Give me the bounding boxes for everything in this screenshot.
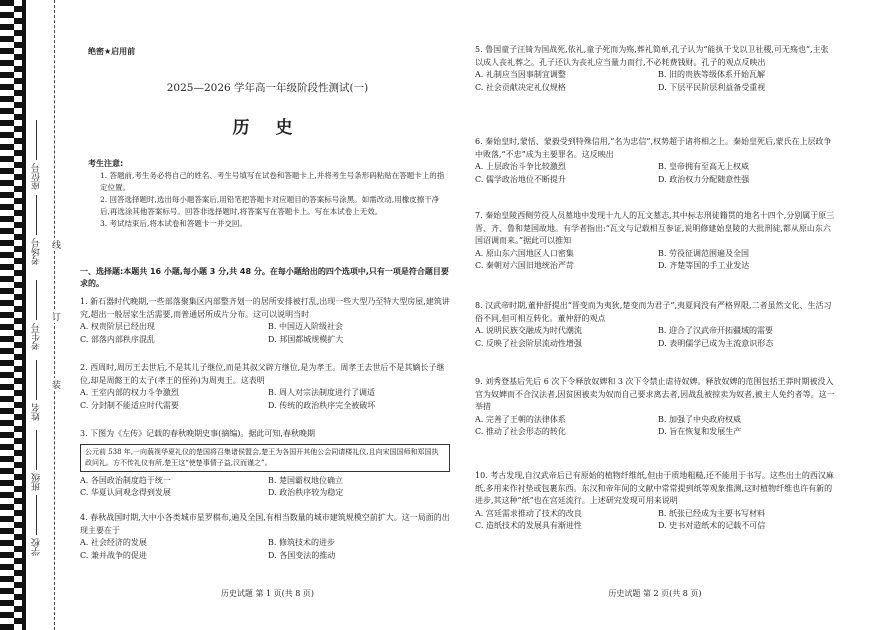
option-list xyxy=(80,387,450,412)
option: D. 齐楚等国的手工业发达 xyxy=(658,261,750,270)
option: B. 加强了中央政府权威 xyxy=(658,414,741,424)
option: A. 王室内部的权力斗争激烈 xyxy=(80,388,179,397)
school-field: 学校 xyxy=(30,495,43,556)
class-field: 班级 xyxy=(30,430,43,491)
question-stem: 3. 下图为《左传》记载的春秋晚期史事(摘编)。据此可知,春秋晚期 xyxy=(80,429,315,438)
option: A. 礼制应当因事制宜调整 xyxy=(475,70,566,79)
subject-title: 历 史 xyxy=(232,118,303,138)
option: C. 兼并战争的促进 xyxy=(80,550,147,560)
option-list xyxy=(475,508,835,533)
question-9 xyxy=(475,376,835,439)
option-list xyxy=(80,475,450,500)
cut-mark-bind: 订 xyxy=(50,312,60,321)
option: C. 儒学政治地位不断提升 xyxy=(475,174,566,184)
binding-margin xyxy=(0,0,70,630)
option: B. 旧的贵族等级体系开始瓦解 xyxy=(658,70,765,79)
question-8 xyxy=(475,300,835,350)
question-stem: 8. 汉武帝时期,董仲舒提出“晋变而为夷狄,楚变而为君子”,夷夏间没有严格界限,二者虽然文化、生活习俗不同,但可相互转化。董仲舒的观点 xyxy=(475,301,832,323)
question-stem: 6. 秦始皇时,蒙恬、蒙毅受到特殊信用,“名为忠信”,权势超于诸将相之上。秦始皇死后,蒙氏在上层政争中败落,“不忠”成为主要罪名。这反映出 xyxy=(475,137,832,159)
option-list xyxy=(475,69,835,94)
question-2 xyxy=(80,362,450,412)
notice-item: 3. 考试结束后,将本试卷和答题卡一并交回。 xyxy=(100,219,247,228)
question-stem: 5. 鲁国童子汪锜为国战死,依礼,童子死而为殇,葬礼简单,孔子认为“能执干戈以卫社稷,可无殇也”,主张以成人丧礼葬之。孔子还认为丧礼应当量力而行,不必耗费钱财。孔子的观点反映出 xyxy=(475,45,829,67)
option: C. 推动了社会形态的转化 xyxy=(475,427,566,436)
option: B. 中国迈入阶级社会 xyxy=(268,322,343,331)
registration-strip xyxy=(0,0,14,630)
registration-strip-inner xyxy=(14,0,22,630)
question-5 xyxy=(475,44,835,94)
option: D. 史书对造纸术的记载不可信 xyxy=(658,521,766,530)
option: C. 秦朝对六国旧地统治严苛 xyxy=(475,261,574,270)
exam-title: 2025—2026 学年高一年级阶段性测试(一) xyxy=(166,82,369,94)
option: C. 反映了社会阶层流动性增强 xyxy=(475,338,582,348)
option: B. 周人对宗法制度进行了调适 xyxy=(268,388,375,397)
option: D. 各国变法的推动 xyxy=(268,550,336,560)
option: A. 各国政治制度趋于统一 xyxy=(80,475,171,485)
question-stem: 9. 刘秀登基后先后 6 次下令释放奴婢和 3 次下令禁止虐待奴婢。释放奴婢的范围包括王莽时期被没入官为奴婢而不合汉法者,因贫困被卖为奴而自己要求离去者,因战乱被掠卖为奴者,被主人免约者等。这一举措 xyxy=(475,377,835,411)
option: D. 旨在恢复和发展生产 xyxy=(658,427,742,436)
option: A. 原山东六国地区人口密集 xyxy=(475,248,574,258)
question-stem: 2. 西周时,周厉王去世后,不是其儿子继位,而是其叔父辟方继位,是为孝王。周孝王去世后不是其嫡长子继位,却是周懿王的太子(孝王的侄孙)为周夷王。这表明 xyxy=(80,363,445,385)
option: B. 皇帝拥有至高无上权威 xyxy=(658,162,749,171)
page-1 xyxy=(80,0,455,630)
option: D. 政治权力分配随意性强 xyxy=(658,174,750,184)
option: C. 造纸技术的发展具有渐进性 xyxy=(475,521,582,530)
section-heading: 一、选择题:本题共 16 小题,每小题 3 分,共 48 分。在每小题给出的四个选项中,只有一项是符合题目要求的。 xyxy=(80,267,449,288)
option: C. 社会贡献决定礼仪规格 xyxy=(475,82,566,92)
option: B. 纸张已经成为主要书写材料 xyxy=(658,508,765,518)
question-3 xyxy=(80,428,450,500)
margin-bar xyxy=(22,0,26,630)
option-list xyxy=(475,248,835,273)
exam-room-field: 考场号 xyxy=(30,195,43,265)
option: A. 完善了王朝的法律体系 xyxy=(475,414,566,424)
option: A. 权贵阶层已经出现 xyxy=(80,322,155,331)
option: B. 迎合了汉武帝开拓疆域的需要 xyxy=(658,326,773,335)
question-stem: 7. 秦始皇陵西侧劳役人员墓地中发现十九人的瓦文墓志,其中标志刑徒籍贯的地名十四个,分别属于原三晋、齐、鲁和楚国故地。有学者指出:“瓦文与记载相互参证,说明修建始皇陵的大批刑徒,都从原山东六国诏调而来。”据此可以推知 xyxy=(475,211,835,245)
question-10 xyxy=(475,470,835,533)
option: C. 部落内部秩序混乱 xyxy=(80,334,155,344)
option: C. 华夏认同观念得到发展 xyxy=(80,488,171,497)
option: B. 楚国霸权地位确立 xyxy=(268,475,343,485)
page-footer: 历史试题 第 1 页(共 8 页) xyxy=(220,589,315,598)
notice-item: 1. 答题前,考生务必将自己的姓名、考生号填写在试卷和答题卡上,并将考生号条形码粘贴在答题卡上的指定位置。 xyxy=(100,171,445,192)
option: A. 上层政治斗争比较激烈 xyxy=(475,162,566,171)
option: B. 修筑技术的进步 xyxy=(268,538,335,547)
option: D. 政治秩序较为稳定 xyxy=(268,488,344,497)
option: A. 说明民族交融成为时代潮流 xyxy=(475,326,582,335)
question-stem: 10. 考古发现,自汉武帝后已有原始的植物纤维纸,但由于质地粗糙,还不能用于书写。这些出土的西汉麻纸,多用来作衬垫或包裹东西。东汉和帝年间的文献中常常提到纸等观象推测,这时植物纤维也许有新的进步,其这种“纸”也在宫廷流行。上述研究发现可用来说明 xyxy=(475,471,834,505)
confidential-label: 绝密★启用前 xyxy=(88,47,136,56)
student-number-field: 考生号 xyxy=(30,280,43,350)
option-list xyxy=(475,161,835,186)
option-list xyxy=(475,414,835,439)
option-list xyxy=(80,321,450,346)
question-6 xyxy=(475,136,835,186)
option: D. 传统的政治秩序完全被破坏 xyxy=(268,400,376,410)
question-4 xyxy=(80,512,450,562)
option: D. 邦国都城规模扩大 xyxy=(268,334,344,344)
option: D. 表明儒学已成为主流意识形态 xyxy=(658,338,774,348)
question-stem: 1. 新石器时代晚期,一些部落聚集区内部整齐划一的居所安排被打乱,出现一些大型乃至特大型房屋,建筑讲究,超出一般居家生活需要,而普通居所成片分布。这可以说明当时 xyxy=(80,297,450,319)
name-field: 姓名 xyxy=(30,360,43,421)
question-7 xyxy=(475,210,835,273)
notice-heading: 考生注意: xyxy=(88,159,124,168)
cut-mark-line: 线 xyxy=(50,240,60,249)
source-excerpt: 公元前 538 年,一向藐视华夏礼仪的楚国将召集诸侯盟会,楚王为各国开其他公会同请楼礼仪,且向宋国国师和郑国执政问礼。方不传礼仪有所,楚王这“使楚事情子益,汉而谨之”。 xyxy=(80,444,450,472)
notice-list xyxy=(100,170,445,230)
option-list xyxy=(80,537,450,562)
cut-mark-install: 装 xyxy=(50,380,60,389)
option: D. 下层平民阶层利益备受重视 xyxy=(658,82,766,92)
notice-item: 2. 回答选择题时,选出每小题答案后,用铅笔把答题卡对应题目的答案标号涂黑。如需改动,用橡皮擦干净后,再选涂其他答案标号。回答非选择题时,将答案写在答题卡上。写在本试卷上无效。 xyxy=(100,195,440,216)
question-1 xyxy=(80,296,450,346)
option: C. 分封制不能适应时代需要 xyxy=(80,400,179,410)
option-list xyxy=(475,325,835,350)
option: A. 宫廷需求推动了技术的改良 xyxy=(475,508,582,518)
page-footer: 历史试题 第 2 页(共 8 页) xyxy=(608,589,702,598)
page-2 xyxy=(475,0,835,630)
seat-number-field: 座位号 xyxy=(30,120,43,190)
question-stem: 4. 春秋战国时期,大中小各类城市星罗棋布,遍及全国,有相当数量的城市建筑规模空前扩大。这一局面的出现主要在于 xyxy=(80,513,450,535)
option: B. 劳役征调范围遍及全国 xyxy=(658,248,749,258)
option: A. 社会经济的发展 xyxy=(80,538,147,547)
